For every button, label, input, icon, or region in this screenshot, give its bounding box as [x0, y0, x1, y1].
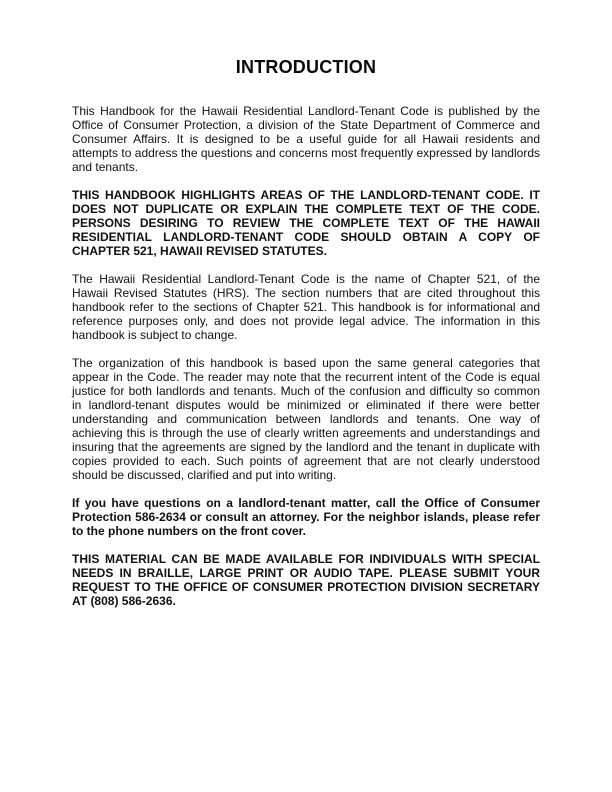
questions-contact-paragraph: If you have questions on a landlord-tenant matter, call the Office of Consumer Protection 586-2634 or consult an attorney. For the neighbor islands, please refer to the phone numbers on the front cover.	[72, 496, 540, 538]
chapter-521-paragraph: The Hawaii Residential Landlord-Tenant Code is the name of Chapter 521, of the Hawaii Revised Statutes (HRS). The section numbers that are cited throughout this handbook refer to the sections of Chapter 521. This handbook is for informational and reference purposes only, and does not provide legal advice. The information in this handbook is subject to change.	[72, 272, 540, 342]
handbook-highlights-paragraph: THIS HANDBOOK HIGHLIGHTS AREAS OF THE LANDLORD-TENANT CODE. IT DOES NOT DUPLICATE OR EXPLAIN THE COMPLETE TEXT OF THE CODE. PERSONS DESIRING TO REVIEW THE COMPLETE TEXT OF THE HAWAII RESIDENTIAL LANDLORD-TENANT CODE SHOULD OBTAIN A COPY OF CHAPTER 521, HAWAII REVISED STATUTES.	[72, 188, 540, 258]
page-title: INTRODUCTION	[235, 57, 377, 77]
intro-paragraph-1: This Handbook for the Hawaii Residential Landlord-Tenant Code is published by the Office of Consumer Protection, a division of the State Department of Commerce and Consumer Affairs. It is designed to be a useful guide for all Hawaii residents and attempts to address the questions and concerns most frequently expressed by landlords and tenants.	[72, 104, 540, 174]
organization-paragraph: The organization of this handbook is based upon the same general categories that appear in the Code. The reader may note that the recurrent intent of the Code is equal justice for both landlords and tenants. Much of the confusion and difficulty so common in landlord-tenant disputes would be minimized or eliminated if there were better understanding and communication between landlords and tenants. One way of achieving this is through the use of clearly written agreements and understandings and insuring that the agreements are signed by the landlord and the tenant in duplicate with copies provided to each. Such points of agreement that are not clearly understood should be discussed, clarified and put into writing.	[72, 356, 540, 482]
special-needs-paragraph: THIS MATERIAL CAN BE MADE AVAILABLE FOR INDIVIDUALS WITH SPECIAL NEEDS IN BRAILLE, LARGE PRINT OR AUDIO TAPE. PLEASE SUBMIT YOUR REQUEST TO THE OFFICE OF CONSUMER PROTECTION DIVISION SECRETARY AT (808) 586-2636.	[72, 552, 540, 608]
